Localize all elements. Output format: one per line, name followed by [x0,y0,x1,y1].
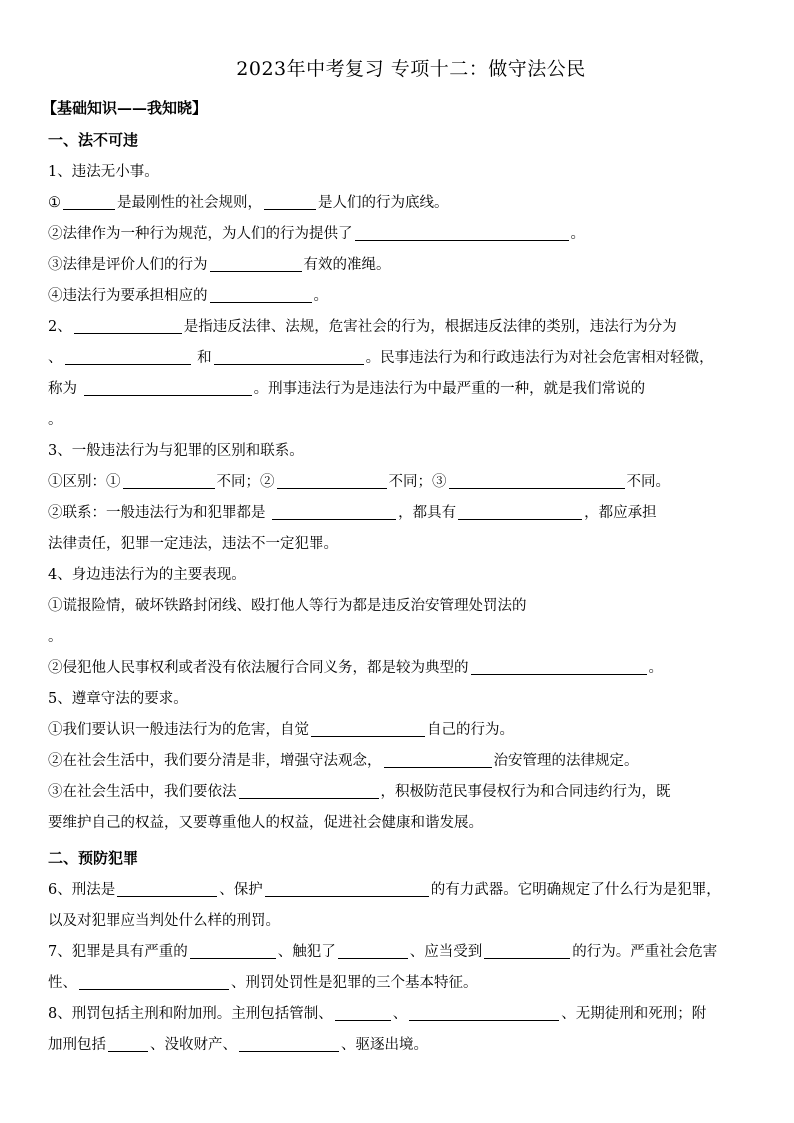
worksheet-page [42,54,774,1061]
q8-line-a [48,999,774,1030]
q4-line-a: ①谎报险情，破坏铁路封闭线、殴打他人等行为都是违反治安管理处罚法的 [48,598,527,614]
text: 2、 [48,319,72,335]
blank[interactable] [79,972,229,990]
text: ③在社会生活中，我们要依法 [48,784,237,800]
text: 不同；② [216,474,275,490]
text: 是指违反法律、法规，危害社会的行为，根据违反法律的类别，违法行为分为 [183,319,677,335]
text: 治安管理的法律规定。 [493,753,639,769]
q5-stem: 5、遵章守法的要求。 [48,691,188,707]
text: 自己的行为。 [427,722,514,738]
blank[interactable] [74,316,182,334]
text: ，积极防范民事侵权行为和合同违约行为，既 [380,784,671,800]
text: 7、犯罪是具有严重的 [48,944,188,960]
blank[interactable] [123,471,215,489]
blank[interactable] [311,719,425,737]
q6-line-b: 以及对犯罪应当判处什么样的刑罚。 [48,913,280,929]
text: 。 [570,226,585,242]
blank[interactable] [264,192,316,210]
text: ，都具有 [398,505,457,521]
blank[interactable] [210,285,312,303]
text: ①区别：① [48,474,121,490]
text: 和 [192,350,212,366]
blank[interactable] [190,941,276,959]
q1-line-d [48,281,774,312]
blank[interactable] [471,657,647,675]
blank[interactable] [239,1034,339,1052]
text: 、刑罚处罚性是犯罪的三个基本特征。 [231,975,478,991]
text: 、触犯了 [277,944,336,960]
q8-line-b [48,1030,774,1061]
text: 。刑事违法行为是违法行为中最严重的一种，就是我们常说的 [253,381,646,397]
q5-line-c [48,777,774,808]
blank[interactable] [84,378,252,396]
blank[interactable] [449,471,625,489]
text: 、没收财产、 [150,1037,237,1053]
text: ②法律作为一种行为规范，为人们的行为提供了 [48,226,353,242]
text: ④违法行为要承担相应的 [48,288,208,304]
blank[interactable] [210,254,302,272]
q2-paragraph [48,312,774,436]
blank[interactable] [277,471,387,489]
blank[interactable] [239,781,379,799]
q4-line-b [48,653,774,684]
text: ③法律是评价人们的行为 [48,257,208,273]
text: 是人们的行为底线。 [318,195,449,211]
blank[interactable] [484,941,570,959]
text: 。 [313,288,328,304]
q3-line-c: 法律责任，犯罪一定违法，违法不一定犯罪。 [48,536,338,552]
blank[interactable] [63,192,115,210]
text: 。 [48,412,63,428]
q1-stem: 1、违法无小事。 [48,164,159,180]
blank[interactable] [338,941,408,959]
blank[interactable] [272,502,396,520]
q5-line-b [48,746,774,777]
text: 有效的准绳。 [303,257,391,273]
q3-line-b [48,498,774,529]
text: 、保护 [219,882,263,898]
text: 、 [48,350,63,366]
text: 不同；③ [388,474,447,490]
blank[interactable] [335,1003,391,1021]
text: 。民事违法行为和行政违法行为对社会危害相对轻微， [365,350,714,366]
text: 的有力武器。它明确规定了什么行为是犯罪， [430,882,721,898]
blank[interactable] [214,347,364,365]
text: 、应当受到 [409,944,483,960]
blank[interactable] [117,879,217,897]
q3-line-a [48,467,774,498]
text: ②联系：一般违法行为和犯罪都是 [48,505,271,521]
section-2-title: 二、预防犯罪 [48,849,139,867]
blank[interactable] [65,347,191,365]
text: 8、刑罚包括主刑和附加刑。主刑包括管制、 [48,1006,333,1022]
text: 是最刚性的社会规则， [117,195,262,211]
text: 性、 [48,975,77,991]
q4-stem: 4、身边违法行为的主要表现。 [48,567,246,583]
text: 、 [392,1006,408,1022]
text: 、无期徒刑和死刑；附 [561,1006,707,1022]
text: ①我们要认识一般违法行为的危害，自觉 [48,722,309,738]
blank[interactable] [108,1034,148,1052]
q1-line-c [48,250,774,281]
blank[interactable] [384,750,492,768]
section-1-title: 一、法不可违 [48,131,139,149]
text: 加刑包括 [48,1037,106,1053]
text: 称为 [48,381,82,397]
page-title: 2023年中考复习 专项十二：做守法公民 [236,58,586,80]
section-heading: 【基础知识——我知晓】 [42,99,208,117]
q7-line-a [48,937,774,968]
text: 。 [648,660,663,676]
q3-stem: 3、一般违法行为与犯罪的区别和联系。 [48,443,304,459]
q4-line-a2: 。 [48,629,63,645]
q1-line-b [48,219,774,250]
text: 的行为。严重社会危害 [572,944,718,960]
blank[interactable] [458,502,582,520]
q7-line-b [48,968,774,999]
blank[interactable] [409,1003,559,1021]
text: ① [48,195,61,211]
blank[interactable] [265,879,429,897]
q6-line-a [48,875,774,906]
text: ②侵犯他人民事权利或者没有依法履行合同义务，都是较为典型的 [48,660,469,676]
text: 6、刑法是 [48,882,116,898]
text: 不同。 [626,474,670,490]
text: ，都应承担 [584,505,657,521]
blank[interactable] [355,223,569,241]
q5-line-a [48,715,774,746]
q5-line-d: 要维护自己的权益，又要尊重他人的权益，促进社会健康和谐发展。 [48,815,483,831]
q1-line-a [48,188,774,219]
text: ②在社会生活中，我们要分清是非，增强守法观念， [48,753,382,769]
text: 、驱逐出境。 [341,1037,428,1053]
